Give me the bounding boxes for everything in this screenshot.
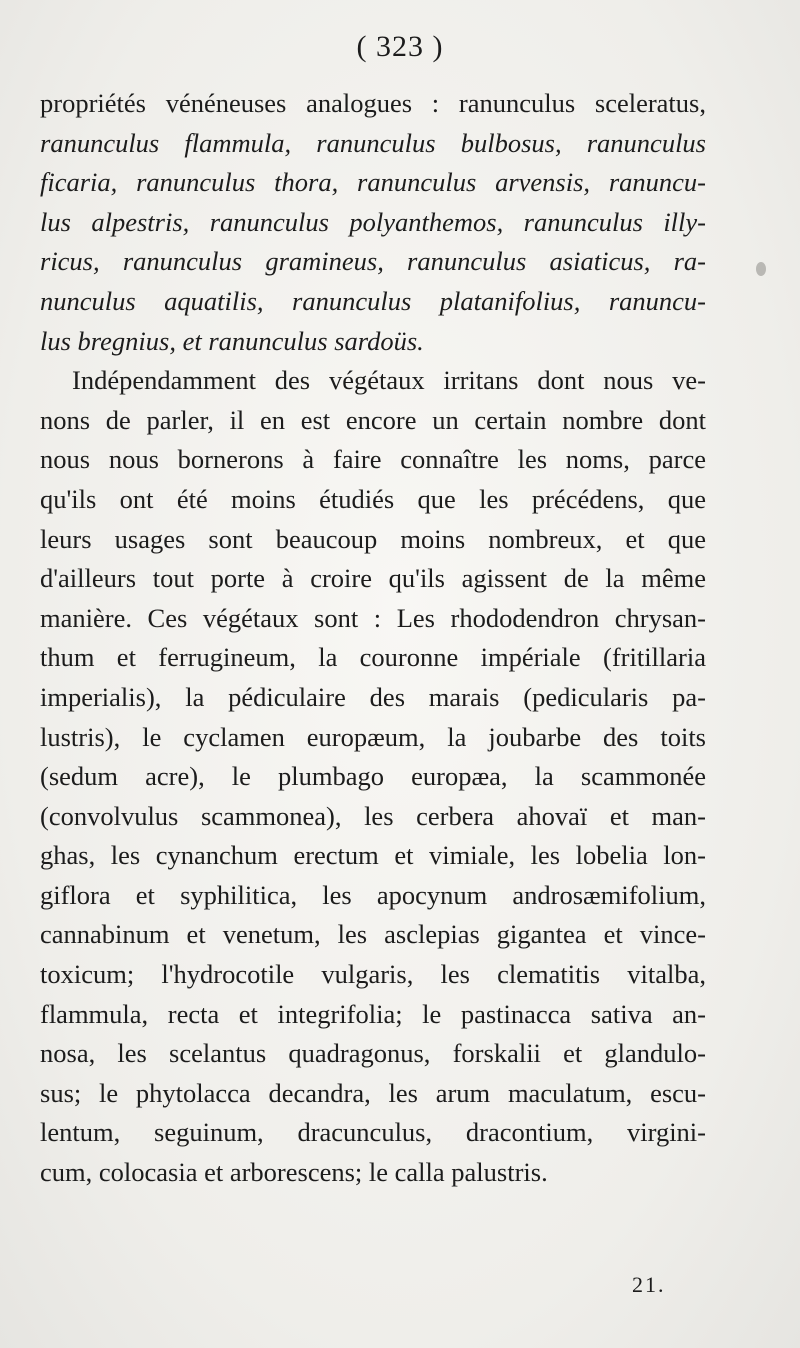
ink-spot [756, 262, 766, 276]
text-line: nosa, les scelantus quadragonus, forskalii et glandulo- [40, 1038, 706, 1069]
paragraph-2 [40, 361, 706, 1192]
text-line: Indépendamment des végétaux irritans dont nous ve- [72, 365, 706, 396]
text-line: d'ailleurs tout porte à croire qu'ils agissent de la même [40, 563, 706, 594]
text-line: ricus, ranunculus gramineus, ranunculus asiaticus, ra- [40, 246, 706, 277]
text-line: giflora et syphilitica, les apocynum androsæmifolium, [40, 879, 706, 910]
text-line: ranunculus flammula, ranunculus bulbosus, ranunculus [40, 127, 706, 158]
text-line: cannabinum et venetum, les asclepias gigantea et vince- [40, 919, 706, 950]
text-line: sus; le phytolacca decandra, les arum maculatum, escu- [40, 1077, 706, 1108]
page-number: ( 323 ) [356, 30, 444, 63]
text-line: lus bregnius, et ranunculus sardoüs. [40, 325, 424, 356]
text-line: cum, colocasia et arborescens; le calla palustris. [40, 1157, 548, 1188]
text-line: ficaria, ranunculus thora, ranunculus arvensis, ranuncu- [40, 167, 706, 198]
text-line: nous nous bornerons à faire connaître les noms, parce [40, 444, 706, 475]
body-text [40, 84, 706, 1193]
text-line: qu'ils ont été moins étudiés que les précédens, que [40, 483, 706, 514]
paragraph-1 [40, 84, 706, 361]
text-line: propriétés vénéneuses analogues : ranunculus sceleratus, [40, 88, 706, 118]
text-line: lustris), le cyclamen europæum, la joubarbe des toits [40, 721, 706, 752]
text-line: lus alpestris, ranunculus polyanthemos, ranunculus illy- [40, 206, 706, 237]
text-line: nunculus aquatilis, ranunculus platanifolius, ranuncu- [40, 285, 706, 316]
text-line: nons de parler, il en est encore un certain nombre dont [40, 404, 706, 435]
signature-mark: 21. [632, 1272, 666, 1297]
text-line: thum et ferrugineum, la couronne impériale (fritillaria [40, 642, 706, 673]
text-line: (sedum acre), le plumbago europæa, la scammonée [40, 761, 706, 792]
text-line: toxicum; l'hydrocotile vulgaris, les clematitis vitalba, [40, 959, 706, 990]
text-line: (convolvulus scammonea), les cerbera ahovaï et man- [40, 800, 706, 831]
text-line: lentum, seguinum, dracunculus, dracontium, virgini- [40, 1117, 706, 1148]
text-line: ghas, les cynanchum erectum et vimiale, les lobelia lon- [40, 840, 706, 871]
text-line: flammula, recta et integrifolia; le pastinacca sativa an- [40, 998, 706, 1029]
text-line: leurs usages sont beaucoup moins nombreux, et que [40, 523, 706, 554]
text-line: imperialis), la pédiculaire des marais (pedicularis pa- [40, 681, 706, 712]
text-line: manière. Ces végétaux sont : Les rhododendron chrysan- [40, 602, 706, 633]
